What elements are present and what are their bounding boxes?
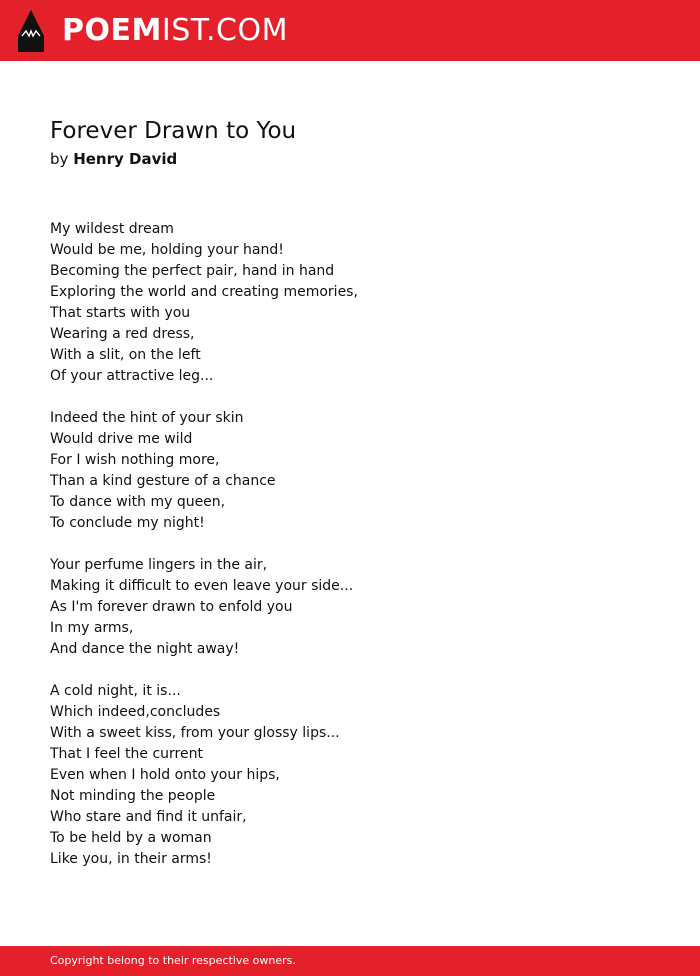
byline: [50, 149, 177, 169]
poem-line: My wildest dream: [50, 221, 174, 237]
poem-line: That I feel the current: [50, 746, 203, 762]
poem-line: In my arms,: [50, 620, 134, 636]
byline-prefix: by: [50, 150, 69, 168]
poem-line: With a slit, on the left: [50, 347, 201, 363]
site-header: [0, 0, 700, 61]
poem-line: Who stare and find it unfair,: [50, 809, 247, 825]
stanza: [50, 219, 650, 387]
poem-line: To conclude my night!: [50, 515, 205, 531]
poem-line: Becoming the perfect pair, hand in hand: [50, 263, 335, 279]
site-logo-link[interactable]: [62, 13, 288, 49]
poem-line: Even when I hold onto your hips,: [50, 767, 280, 783]
poem-line: Your perfume lingers in the air,: [50, 557, 268, 573]
poem-line: Exploring the world and creating memories,: [50, 284, 358, 300]
poem-line: Making it difficult to even leave your side...: [50, 578, 354, 594]
poem-line: To be held by a woman: [50, 830, 212, 846]
poem-line: Would be me, holding your hand!: [50, 242, 284, 258]
poem-line: To dance with my queen,: [50, 494, 226, 510]
poem-line: Like you, in their arms!: [50, 851, 212, 867]
poem-line: Indeed the hint of your skin: [50, 410, 244, 426]
poem-line: For I wish nothing more,: [50, 452, 220, 468]
poem-line: That starts with you: [50, 305, 191, 321]
author-name: Henry David: [73, 150, 178, 168]
stanza: [50, 555, 650, 660]
stanza: [50, 408, 650, 534]
pencil-icon: [18, 10, 44, 52]
poem-line: A cold night, it is...: [50, 683, 181, 699]
poem-title: Forever Drawn to You: [50, 118, 297, 144]
poem-body: [50, 219, 650, 891]
poem-line: Than a kind gesture of a chance: [50, 473, 276, 489]
poem-line: As I'm forever drawn to enfold you: [50, 599, 293, 615]
copyright-notice: Copyright belong to their respective owners.: [50, 954, 296, 967]
logo-text-light: IST.COM: [161, 13, 288, 48]
poem-line: And dance the night away!: [50, 641, 240, 657]
poem-line: With a sweet kiss, from your glossy lips...: [50, 725, 340, 741]
poem-line: Wearing a red dress,: [50, 326, 195, 342]
poem-line: Would drive me wild: [50, 431, 193, 447]
poem-line: Which indeed,concludes: [50, 704, 221, 720]
poem-line: Of your attractive leg...: [50, 368, 214, 384]
logo-text-bold: POEM: [62, 13, 162, 48]
poem-line: Not minding the people: [50, 788, 216, 804]
site-footer: [0, 946, 700, 976]
stanza: [50, 681, 650, 870]
